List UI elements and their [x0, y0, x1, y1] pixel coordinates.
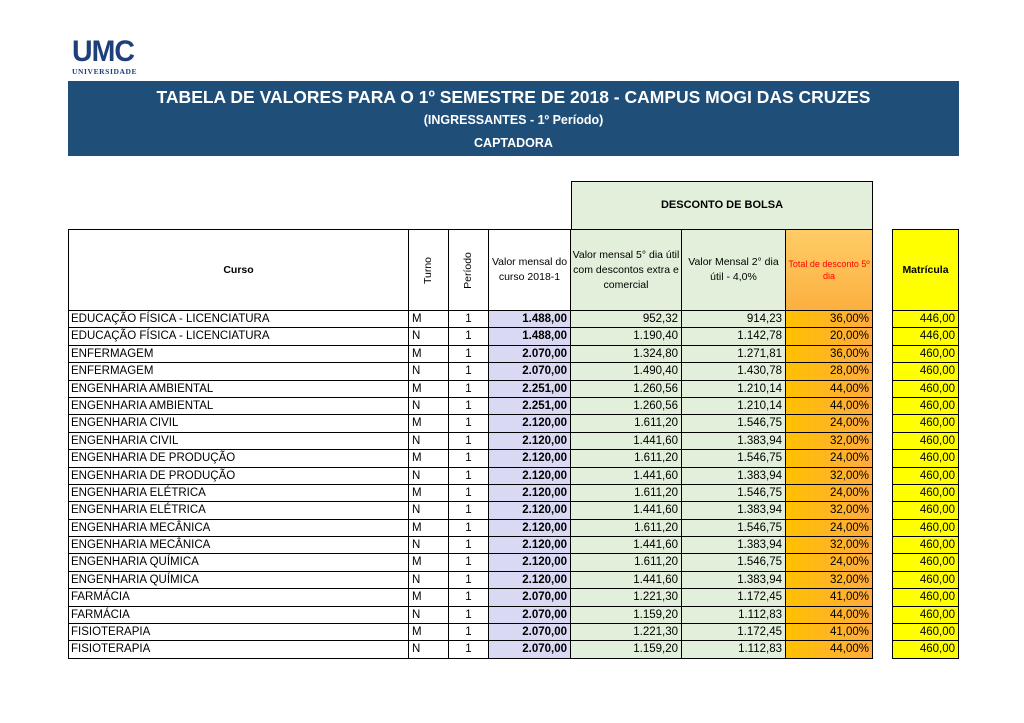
- cell-turno: M: [409, 415, 449, 432]
- cell-total-desconto: 36,00%: [786, 311, 873, 328]
- cell-curso: FISIOTERAPIA: [68, 624, 409, 641]
- cell-total-desconto: 44,00%: [786, 398, 873, 415]
- table-row: [68, 433, 959, 450]
- cell-periodo: 1: [449, 468, 489, 485]
- cell-valor-2-dia: 1.172,45: [682, 624, 786, 641]
- cell-valor-5-dia: 1.611,20: [571, 415, 682, 432]
- table-row: [68, 328, 959, 345]
- page-subtitle: (INGRESSANTES - 1º Período): [423, 113, 604, 127]
- cell-valor-5-dia: 1.221,30: [571, 589, 682, 606]
- cell-valor-mensal: 2.251,00: [489, 381, 571, 398]
- cell-valor-mensal: 2.070,00: [489, 363, 571, 380]
- cell-valor-5-dia: 1.441,60: [571, 502, 682, 519]
- page-category: CAPTADORA: [474, 136, 553, 150]
- cell-matricula: 460,00: [892, 485, 959, 502]
- cell-valor-2-dia: 1.546,75: [682, 554, 786, 571]
- cell-valor-mensal: 2.120,00: [489, 415, 571, 432]
- cell-valor-2-dia: 1.210,14: [682, 398, 786, 415]
- cell-curso: ENGENHARIA ELÉTRICA: [68, 485, 409, 502]
- cell-valor-mensal: 2.070,00: [489, 589, 571, 606]
- cell-matricula: 460,00: [892, 607, 959, 624]
- cell-periodo: 1: [449, 572, 489, 589]
- cell-curso: ENGENHARIA QUÍMICA: [68, 572, 409, 589]
- cell-matricula: 460,00: [892, 415, 959, 432]
- cell-total-desconto: 24,00%: [786, 415, 873, 432]
- cell-valor-mensal: 2.070,00: [489, 346, 571, 363]
- cell-curso: ENGENHARIA MECÂNICA: [68, 520, 409, 537]
- title-banner: [68, 81, 959, 156]
- cell-matricula: 460,00: [892, 346, 959, 363]
- cell-total-desconto: 44,00%: [786, 607, 873, 624]
- cell-valor-2-dia: 1.383,94: [682, 572, 786, 589]
- cell-valor-2-dia: 1.210,14: [682, 381, 786, 398]
- cell-matricula: 460,00: [892, 381, 959, 398]
- cell-valor-mensal: 1.488,00: [489, 328, 571, 345]
- page-title: TABELA DE VALORES PARA O 1º SEMESTRE DE 2018 - CAMPUS MOGI DAS CRUZES: [156, 87, 871, 107]
- cell-curso: EDUCAÇÃO FÍSICA - LICENCIATURA: [68, 311, 409, 328]
- cell-valor-5-dia: 1.260,56: [571, 381, 682, 398]
- cell-turno: M: [409, 589, 449, 606]
- cell-turno: N: [409, 433, 449, 450]
- cell-turno: M: [409, 311, 449, 328]
- cell-total-desconto: 44,00%: [786, 381, 873, 398]
- header-valor-5-dia-label: Valor mensal 5° dia útil com descontos extra e comercial: [572, 248, 680, 291]
- cell-turno: N: [409, 328, 449, 345]
- cell-periodo: 1: [449, 607, 489, 624]
- cell-turno: N: [409, 537, 449, 554]
- cell-total-desconto: 24,00%: [786, 450, 873, 467]
- cell-valor-5-dia: 1.441,60: [571, 433, 682, 450]
- cell-total-desconto: 32,00%: [786, 502, 873, 519]
- cell-valor-2-dia: 1.142,78: [682, 328, 786, 345]
- cell-turno: N: [409, 607, 449, 624]
- cell-curso: ENFERMAGEM: [68, 346, 409, 363]
- header-matricula-label: Matrícula: [902, 263, 949, 276]
- cell-curso: ENGENHARIA DE PRODUÇÃO: [68, 450, 409, 467]
- cell-valor-mensal: 2.251,00: [489, 398, 571, 415]
- cell-curso: ENGENHARIA AMBIENTAL: [68, 381, 409, 398]
- cell-valor-2-dia: 1.112,83: [682, 607, 786, 624]
- header-total-desconto: [786, 229, 873, 311]
- cell-periodo: 1: [449, 363, 489, 380]
- table-body: [68, 311, 959, 659]
- cell-valor-5-dia: 1.260,56: [571, 398, 682, 415]
- cell-valor-mensal: 2.120,00: [489, 572, 571, 589]
- header-matricula: [892, 229, 959, 311]
- cell-curso: ENFERMAGEM: [68, 363, 409, 380]
- cell-valor-5-dia: 1.611,20: [571, 554, 682, 571]
- cell-curso: ENGENHARIA CIVIL: [68, 415, 409, 432]
- cell-valor-mensal: 2.120,00: [489, 502, 571, 519]
- cell-total-desconto: 32,00%: [786, 468, 873, 485]
- header-turno: [409, 229, 449, 311]
- header-valor-2-dia-label: Valor Mensal 2° dia útil - 4,0%: [688, 256, 779, 283]
- cell-turno: M: [409, 450, 449, 467]
- cell-curso: FARMÁCIA: [68, 607, 409, 624]
- cell-periodo: 1: [449, 624, 489, 641]
- header-turno-label: Turno: [421, 256, 434, 284]
- cell-valor-5-dia: 1.611,20: [571, 520, 682, 537]
- table-row: [68, 468, 959, 485]
- cell-valor-mensal: 2.070,00: [489, 641, 571, 658]
- cell-matricula: 460,00: [892, 502, 959, 519]
- table-row: [68, 363, 959, 380]
- cell-valor-5-dia: 1.441,60: [571, 572, 682, 589]
- table-row: [68, 537, 959, 554]
- table-row: [68, 311, 959, 328]
- cell-total-desconto: 41,00%: [786, 624, 873, 641]
- cell-turno: N: [409, 468, 449, 485]
- cell-curso: FARMÁCIA: [68, 589, 409, 606]
- cell-curso: FISIOTERAPIA: [68, 641, 409, 658]
- table-row: [68, 398, 959, 415]
- cell-total-desconto: 24,00%: [786, 485, 873, 502]
- cell-turno: N: [409, 398, 449, 415]
- header-periodo-label: Período: [462, 251, 474, 289]
- table-row: [68, 624, 959, 641]
- cell-valor-mensal: 2.120,00: [489, 537, 571, 554]
- table-row: [68, 381, 959, 398]
- cell-curso: ENGENHARIA ELÉTRICA: [68, 502, 409, 519]
- umc-logo: [72, 35, 144, 78]
- cell-total-desconto: 24,00%: [786, 554, 873, 571]
- cell-total-desconto: 28,00%: [786, 363, 873, 380]
- logo-text: UMC: [72, 35, 135, 68]
- cell-matricula: 460,00: [892, 537, 959, 554]
- cell-periodo: 1: [449, 485, 489, 502]
- cell-valor-2-dia: 1.546,75: [682, 520, 786, 537]
- cell-periodo: 1: [449, 311, 489, 328]
- cell-matricula: 460,00: [892, 520, 959, 537]
- cell-valor-2-dia: 1.383,94: [682, 433, 786, 450]
- cell-valor-5-dia: 1.324,80: [571, 346, 682, 363]
- cell-periodo: 1: [449, 328, 489, 345]
- cell-valor-5-dia: 1.190,40: [571, 328, 682, 345]
- header-valor-2-dia: [682, 229, 786, 311]
- cell-valor-5-dia: 952,32: [571, 311, 682, 328]
- cell-valor-2-dia: 1.430,78: [682, 363, 786, 380]
- cell-total-desconto: 36,00%: [786, 346, 873, 363]
- cell-total-desconto: 32,00%: [786, 433, 873, 450]
- cell-valor-5-dia: 1.441,60: [571, 468, 682, 485]
- cell-valor-mensal: 1.488,00: [489, 311, 571, 328]
- cell-periodo: 1: [449, 641, 489, 658]
- table-row: [68, 415, 959, 432]
- header-periodo: [449, 229, 489, 311]
- cell-matricula: 460,00: [892, 624, 959, 641]
- cell-periodo: 1: [449, 520, 489, 537]
- cell-curso: ENGENHARIA AMBIENTAL: [68, 398, 409, 415]
- header-curso: [68, 229, 409, 311]
- cell-total-desconto: 20,00%: [786, 328, 873, 345]
- cell-matricula: 446,00: [892, 311, 959, 328]
- cell-total-desconto: 44,00%: [786, 641, 873, 658]
- cell-turno: M: [409, 381, 449, 398]
- cell-valor-5-dia: 1.490,40: [571, 363, 682, 380]
- cell-turno: N: [409, 363, 449, 380]
- cell-curso: ENGENHARIA MECÂNICA: [68, 537, 409, 554]
- cell-valor-2-dia: 1.383,94: [682, 468, 786, 485]
- cell-matricula: 460,00: [892, 572, 959, 589]
- cell-matricula: 460,00: [892, 468, 959, 485]
- cell-periodo: 1: [449, 537, 489, 554]
- cell-total-desconto: 41,00%: [786, 589, 873, 606]
- cell-valor-2-dia: 1.546,75: [682, 415, 786, 432]
- table-row: [68, 554, 959, 571]
- table-row: [68, 450, 959, 467]
- cell-periodo: 1: [449, 554, 489, 571]
- cell-valor-mensal: 2.120,00: [489, 554, 571, 571]
- cell-total-desconto: 32,00%: [786, 572, 873, 589]
- table-row: [68, 485, 959, 502]
- cell-turno: M: [409, 346, 449, 363]
- cell-periodo: 1: [449, 415, 489, 432]
- cell-periodo: 1: [449, 433, 489, 450]
- cell-curso: ENGENHARIA CIVIL: [68, 433, 409, 450]
- cell-valor-mensal: 2.070,00: [489, 607, 571, 624]
- logo-subtext: UNIVERSIDADE: [72, 67, 138, 76]
- cell-valor-5-dia: 1.611,20: [571, 450, 682, 467]
- cell-turno: N: [409, 641, 449, 658]
- cell-valor-5-dia: 1.159,20: [571, 607, 682, 624]
- cell-turno: M: [409, 520, 449, 537]
- cell-turno: M: [409, 485, 449, 502]
- cell-valor-5-dia: 1.221,30: [571, 624, 682, 641]
- group-header-desconto: DESCONTO DE BOLSA: [571, 181, 873, 230]
- cell-periodo: 1: [449, 346, 489, 363]
- cell-matricula: 460,00: [892, 433, 959, 450]
- cell-turno: N: [409, 572, 449, 589]
- table-row: [68, 589, 959, 606]
- cell-matricula: 460,00: [892, 398, 959, 415]
- cell-valor-5-dia: 1.611,20: [571, 485, 682, 502]
- cell-valor-mensal: 2.120,00: [489, 520, 571, 537]
- cell-curso: ENGENHARIA QUÍMICA: [68, 554, 409, 571]
- cell-periodo: 1: [449, 589, 489, 606]
- cell-valor-5-dia: 1.159,20: [571, 641, 682, 658]
- cell-matricula: 460,00: [892, 641, 959, 658]
- cell-periodo: 1: [449, 502, 489, 519]
- cell-valor-mensal: 2.120,00: [489, 485, 571, 502]
- cell-turno: M: [409, 554, 449, 571]
- cell-valor-2-dia: 1.112,83: [682, 641, 786, 658]
- cell-total-desconto: 24,00%: [786, 520, 873, 537]
- cell-valor-2-dia: 1.383,94: [682, 537, 786, 554]
- table-row: [68, 502, 959, 519]
- cell-periodo: 1: [449, 450, 489, 467]
- table-row: [68, 641, 959, 658]
- table-row: [68, 346, 959, 363]
- cell-valor-2-dia: 1.546,75: [682, 450, 786, 467]
- cell-matricula: 460,00: [892, 450, 959, 467]
- cell-curso: ENGENHARIA DE PRODUÇÃO: [68, 468, 409, 485]
- cell-matricula: 460,00: [892, 554, 959, 571]
- cell-matricula: 446,00: [892, 328, 959, 345]
- cell-periodo: 1: [449, 381, 489, 398]
- table-row: [68, 572, 959, 589]
- cell-valor-2-dia: 914,23: [682, 311, 786, 328]
- header-valor-mensal-label: Valor mensal do curso 2018-1: [491, 256, 568, 283]
- cell-valor-mensal: 2.120,00: [489, 433, 571, 450]
- cell-curso: EDUCAÇÃO FÍSICA - LICENCIATURA: [68, 328, 409, 345]
- cell-valor-5-dia: 1.441,60: [571, 537, 682, 554]
- cell-turno: N: [409, 502, 449, 519]
- cell-matricula: 460,00: [892, 589, 959, 606]
- cell-valor-mensal: 2.120,00: [489, 468, 571, 485]
- cell-total-desconto: 32,00%: [786, 537, 873, 554]
- header-valor-mensal: [489, 229, 571, 311]
- cell-valor-mensal: 2.120,00: [489, 450, 571, 467]
- header-curso-label: Curso: [223, 263, 254, 276]
- header-valor-5-dia: [571, 229, 682, 311]
- cell-valor-2-dia: 1.383,94: [682, 502, 786, 519]
- cell-valor-2-dia: 1.546,75: [682, 485, 786, 502]
- cell-periodo: 1: [449, 398, 489, 415]
- cell-valor-2-dia: 1.172,45: [682, 589, 786, 606]
- cell-valor-2-dia: 1.271,81: [682, 346, 786, 363]
- header-total-desconto-label: Total de desconto 5º dia: [788, 259, 870, 281]
- cell-turno: M: [409, 624, 449, 641]
- cell-valor-mensal: 2.070,00: [489, 624, 571, 641]
- cell-matricula: 460,00: [892, 363, 959, 380]
- table-row: [68, 520, 959, 537]
- table-row: [68, 607, 959, 624]
